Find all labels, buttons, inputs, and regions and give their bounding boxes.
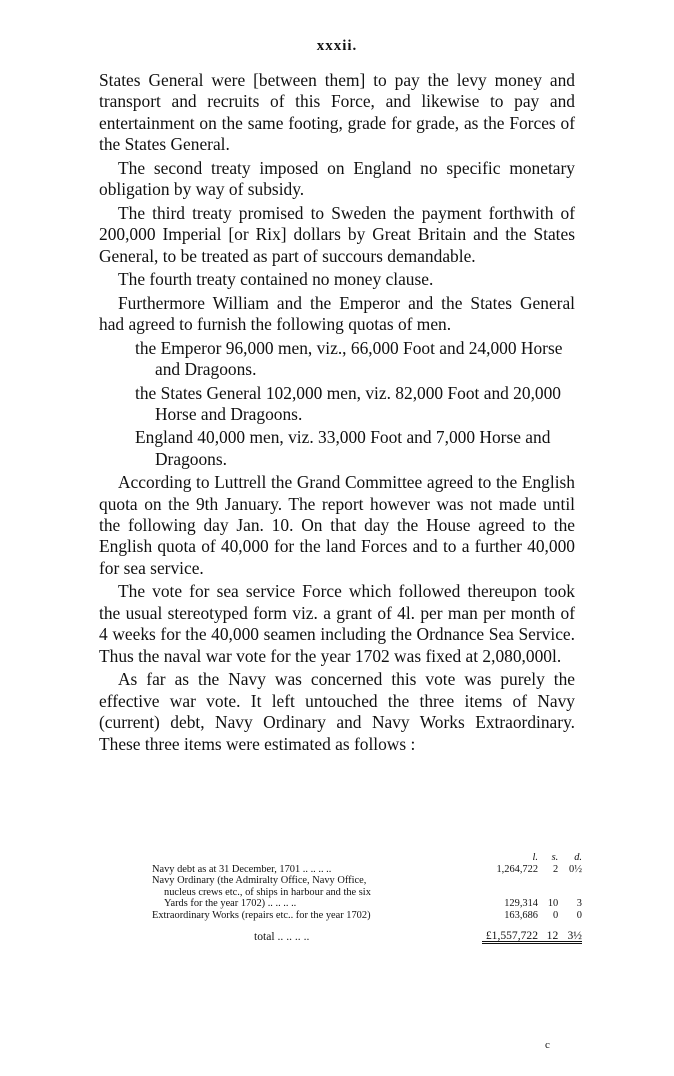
row-shillings — [538, 875, 558, 887]
total-pence: 3½ — [558, 922, 582, 943]
row-shillings: 10 — [547, 898, 559, 910]
row-shillings: 0 — [553, 909, 559, 921]
table-row — [152, 910, 582, 922]
row-pence — [558, 875, 582, 887]
total-shillings: 12 — [538, 922, 558, 943]
row-item: Extraordinary Works (repairs etc.. for the year 1702) — [152, 909, 371, 921]
row-pounds — [482, 887, 538, 899]
table-row — [152, 875, 582, 887]
row-shillings — [538, 887, 558, 899]
table-row — [152, 864, 582, 876]
total-label: total .. .. .. .. — [254, 930, 310, 944]
paragraph: The third treaty promised to Sweden the payment forthwith of 200,000 Imperial [or Rix] dollars by Great Britain and the States General, to be treated as part of succours demandable. — [99, 202, 575, 266]
paragraph: According to Luttrell the Grand Committee agreed to the English quota on the 9th January. The report however was not made until the following day Jan. 10. On that day the House agreed to the English quota of 40,000 for the land Forces and to a further 40,000 for sea service. — [99, 472, 575, 578]
paragraph: The vote for sea service Force which followed thereupon took the usual stereotyped form viz. a grant of 4l. per man per month of 4 weeks for the 40,000 seamen including the Ordnance Sea Service. Thus the naval war vote for the year 1702 was fixed at 2,080,000l. — [99, 581, 575, 666]
navy-estimate-table — [152, 852, 582, 944]
paragraph: States General were [between them] to pay the levy money and transport and recruits of this Force, and likewise to pay and entertainment on the same footing, grade for grade, as the Forces of the States General. — [99, 70, 575, 155]
header-shillings: s. — [551, 852, 559, 863]
table-row — [152, 887, 582, 899]
quota-item: England 40,000 men, viz. 33,000 Foot and 7,000 Horse and Dragoons. — [135, 427, 551, 469]
row-pence: 0 — [576, 909, 582, 921]
signature-mark: c — [545, 1039, 550, 1051]
page-number: xxxii. — [316, 38, 358, 54]
total-pounds: £1,557,722 — [482, 922, 538, 943]
paragraph: As far as the Navy was concerned this vote was purely the effective war vote. It left untouched the three items of Navy (current) debt, Navy Ordinary and Navy Works Extraordinary. These three items were estimated as follows : — [99, 669, 575, 754]
row-pounds — [482, 875, 538, 887]
row-item: Navy Ordinary (the Admiralty Office, Navy Office, — [152, 875, 367, 887]
paragraph: The fourth treaty contained no money clause. — [118, 269, 434, 290]
body-text — [99, 70, 575, 757]
row-pounds: 129,314 — [504, 898, 539, 910]
row-pounds: 163,686 — [504, 909, 539, 921]
header-item — [152, 852, 482, 864]
header-pence: d. — [574, 852, 582, 863]
row-item: nucleus crews etc., of ships in harbour and the six — [164, 886, 371, 898]
paragraph: The second treaty imposed on England no specific monetary obligation by way of subsidy. — [99, 157, 575, 200]
row-pence: 3 — [576, 898, 582, 910]
total-row — [152, 922, 582, 943]
paragraph: Furthermore William and the Emperor and the States General had agreed to furnish the following quotas of men. — [99, 292, 575, 335]
table-header-row — [152, 852, 582, 864]
header-pounds: l. — [532, 852, 539, 863]
row-pounds: 1,264,722 — [496, 863, 539, 875]
table-row — [152, 898, 582, 910]
row-item: Yards for the year 1702) .. .. .. .. — [164, 898, 297, 910]
row-shillings: 2 — [553, 863, 559, 875]
row-pence: 0½ — [569, 863, 582, 875]
row-item: Navy debt as at 31 December, 1701 .. .. .. .. — [152, 863, 332, 875]
quota-item: the States General 102,000 men, viz. 82,000 Foot and 20,000 Horse and Dragoons. — [135, 382, 562, 425]
quota-item: the Emperor 96,000 men, viz., 66,000 Foot and 24,000 Horse and Dragoons. — [135, 337, 563, 380]
row-pence — [558, 887, 582, 899]
